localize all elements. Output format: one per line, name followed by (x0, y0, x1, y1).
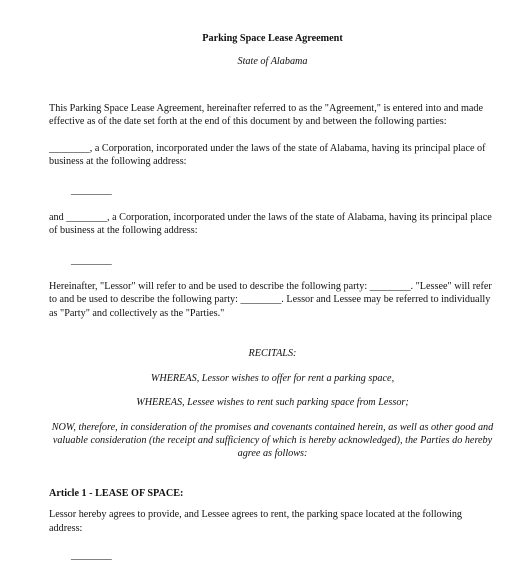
party-2-paragraph: and ________, a Corporation, incorporated under the laws of the state of Alabama, having its principal place of business at the following address: (49, 211, 492, 237)
article-1-text: Lessor hereby agrees to provide, and Lessee agrees to rent, the parking space located at the following address: (49, 509, 463, 534)
party-1-address-blank: ________ (71, 185, 112, 197)
party-1-paragraph: ________, a Corporation, incorporated under the laws of the state of Alabama, having its principal place of business at the following address: (49, 142, 486, 168)
parking-address-blank: ________ (71, 549, 112, 561)
definitions-paragraph: Hereinafter, "Lessor" will refer to and be used to describe the following party: ________. "Lessee" will refer to and be used to describe the following party: ________. Lessor and Lessee may be referred to individually as "Party" and collectively as the "Parties." (49, 281, 492, 319)
whereas-lessee: WHEREAS, Lessee wishes to rent such parking space from Lessor; (136, 397, 409, 409)
document-state: State of Alabama (237, 56, 308, 68)
document-title: Parking Space Lease Agreement (202, 33, 343, 44)
recitals-heading: RECITALS: (248, 348, 297, 360)
intro-paragraph: This Parking Space Lease Agreement, hereinafter referred to as the "Agreement," is entered into and made effective as of the date set forth at the end of this document by and between the following parties: (49, 102, 484, 128)
party-2-address-blank: ________ (71, 254, 112, 266)
now-therefore-paragraph: NOW, therefore, in consideration of the promises and covenants contained herein, as well as other good and valuable consideration (the receipt and sufficiency of which is hereby acknowledged), the Parties do hereby agree as follows: (51, 421, 494, 460)
whereas-lessor: WHEREAS, Lessor wishes to offer for rent a parking space, (150, 372, 395, 384)
article-1-heading: Article 1 - LEASE OF SPACE: (49, 487, 184, 499)
